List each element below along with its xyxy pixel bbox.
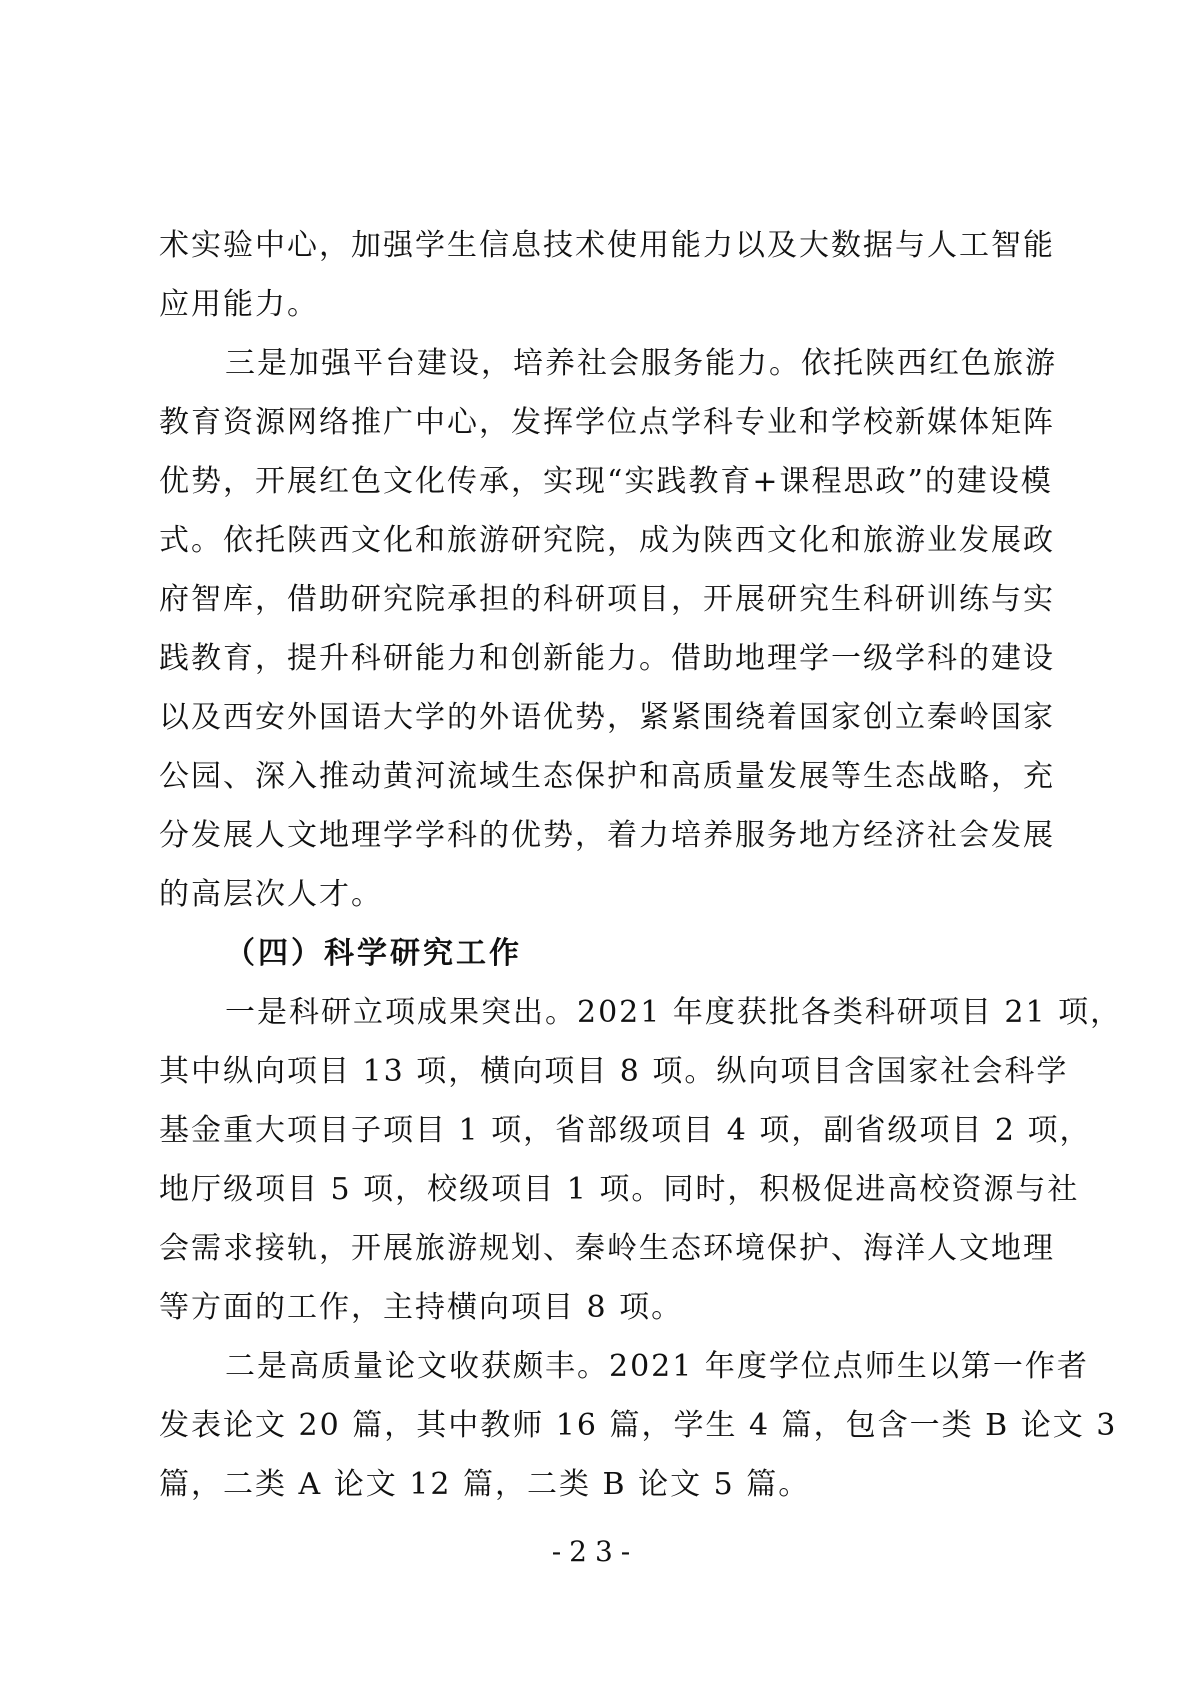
text-line: 篇，二类 A 论文 12 篇，二类 B 论文 5 篇。	[159, 1467, 811, 1502]
text-line: 术实验中心，加强学生信息技术使用能力以及大数据与人工智能	[159, 228, 1055, 263]
text-line: 府智库，借助研究院承担的科研项目，开展研究生科研训练与实	[159, 582, 1055, 617]
page-number: -23-	[551, 1535, 639, 1568]
paragraph-4	[159, 1337, 1118, 1514]
text-line: 等方面的工作，主持横向项目 8 项。	[159, 1290, 684, 1325]
text-line: 式。依托陕西文化和旅游研究院，成为陕西文化和旅游业发展政	[159, 523, 1055, 558]
text-line: 发表论文 20 篇，其中教师 16 篇，学生 4 篇，包含一类 B 论文 3	[159, 1408, 1118, 1443]
text-line: 公园、深入推动黄河流域生态保护和高质量发展等生态战略，充	[159, 759, 1055, 794]
text-line: 会需求接轨，开展旅游规划、秦岭生态环境保护、海洋人文地理	[159, 1231, 1055, 1266]
text-line: 三是加强平台建设，培养社会服务能力。依托陕西红色旅游	[225, 346, 1057, 381]
text-line: 一是科研立项成果突出。2021 年度获批各类科研项目 21 项，	[225, 995, 1123, 1030]
text-line: 其中纵向项目 13 项，横向项目 8 项。纵向项目含国家社会科学	[159, 1054, 1069, 1089]
text-line: 优势，开展红色文化传承，实现“实践教育+课程思政”的建设模	[159, 464, 1053, 499]
document-body	[159, 216, 1123, 1514]
text-line: 以及西安外国语大学的外语优势，紧紧围绕着国家创立秦岭国家	[159, 700, 1055, 735]
section-heading: （四）科学研究工作	[225, 936, 522, 971]
paragraph-3	[159, 983, 1123, 1337]
text-line: 地厅级项目 5 项，校级项目 1 项。同时，积极促进高校资源与社	[159, 1172, 1080, 1207]
text-line: 教育资源网络推广中心，发挥学位点学科专业和学校新媒体矩阵	[159, 405, 1055, 440]
text-line: 二是高质量论文收获颇丰。2021 年度学位点师生以第一作者	[225, 1349, 1089, 1384]
text-line: 分发展人文地理学学科的优势，着力培养服务地方经济社会发展	[159, 818, 1055, 853]
paragraph-2	[159, 334, 1057, 924]
paragraph-1	[159, 216, 1055, 334]
text-line: 基金重大项目子项目 1 项，省部级项目 4 项，副省级项目 2 项，	[159, 1113, 1092, 1148]
text-line: 应用能力。	[159, 287, 319, 322]
text-line: 的高层次人才。	[159, 877, 383, 912]
text-line: 践教育，提升科研能力和创新能力。借助地理学一级学科的建设	[159, 641, 1055, 676]
